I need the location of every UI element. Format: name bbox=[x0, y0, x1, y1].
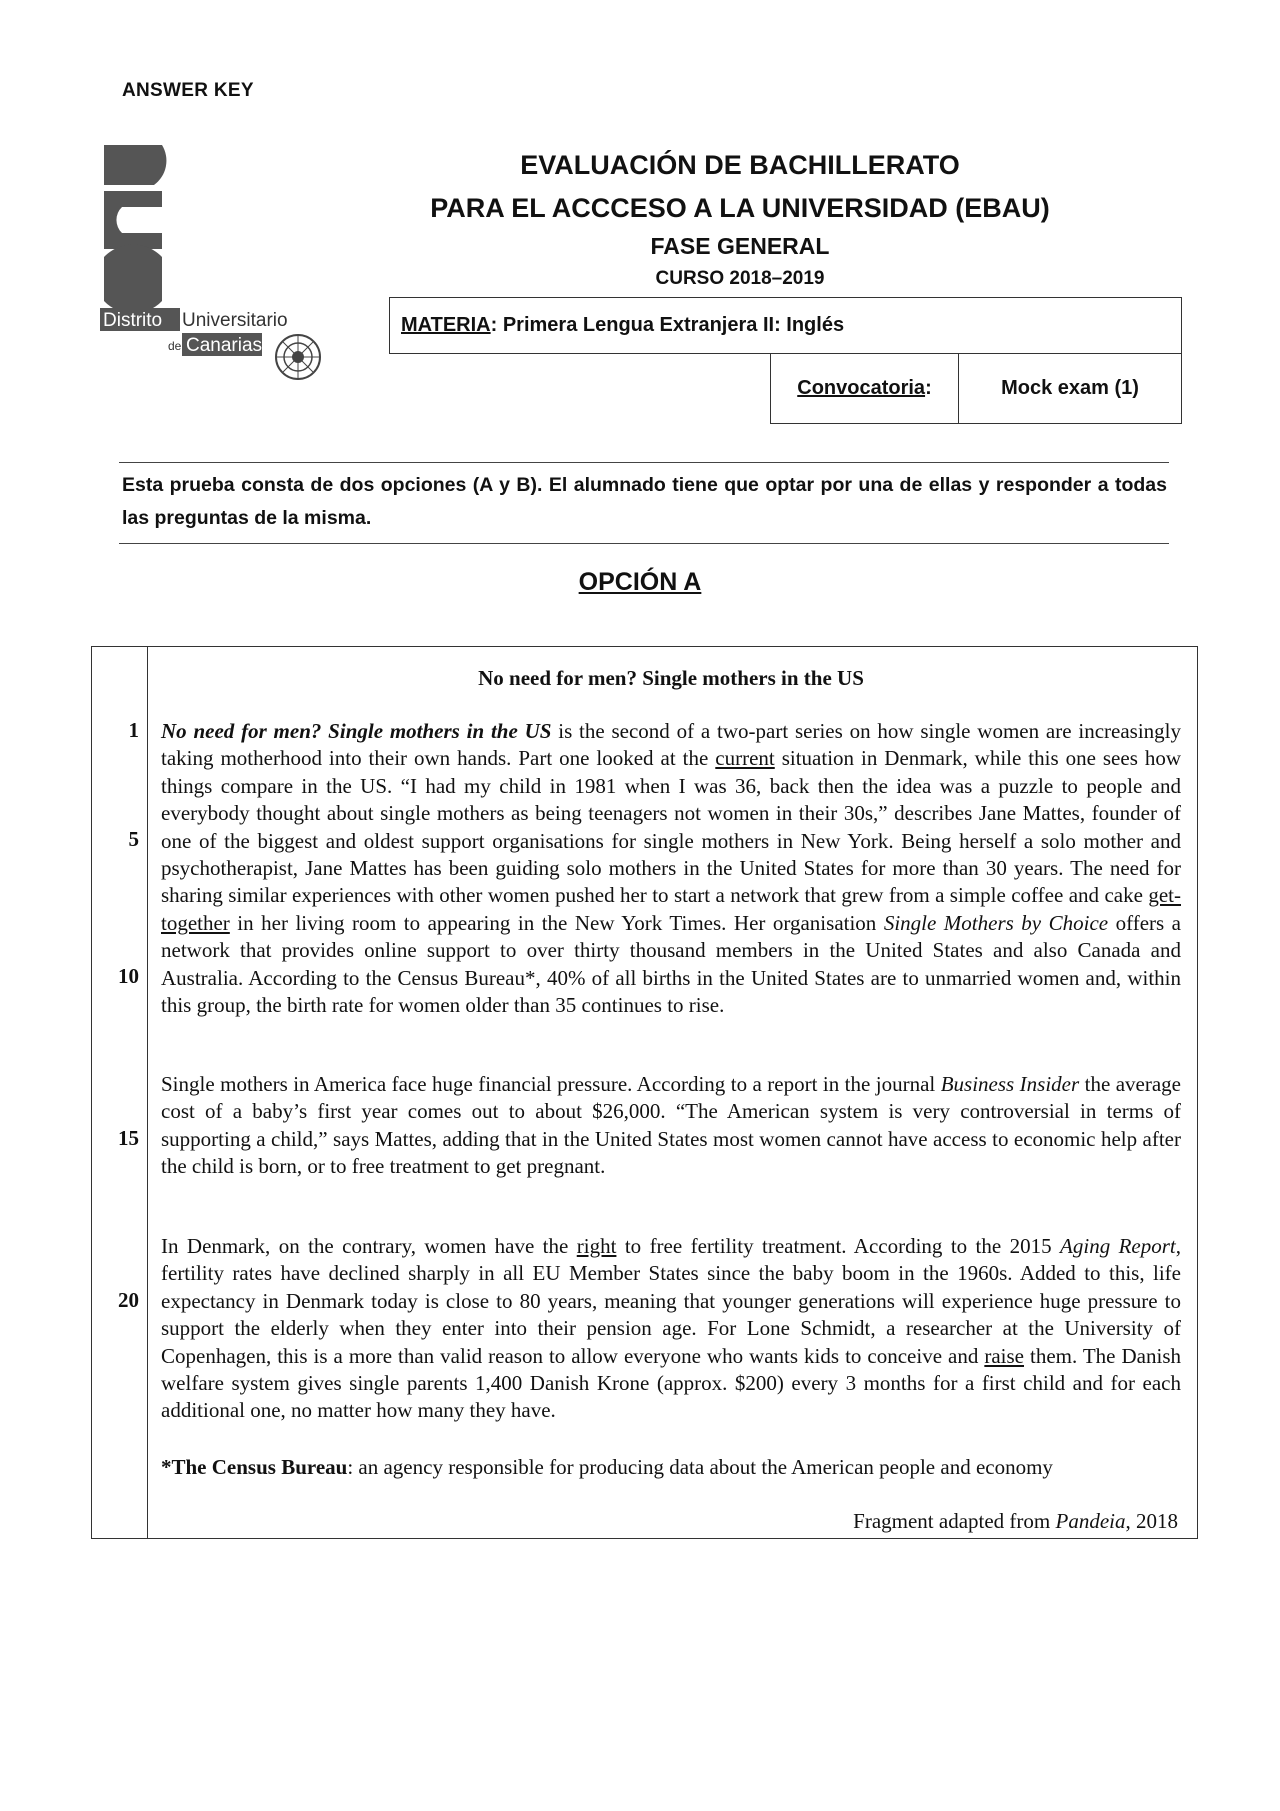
line-number-column bbox=[92, 647, 148, 1538]
logo-word-de: de bbox=[168, 339, 182, 353]
paragraph-3 bbox=[161, 1233, 1181, 1425]
text-run: in her living room to appearing in the New York Times. Her organisation bbox=[229, 910, 884, 935]
title-reference: No need for men? Single mothers in the US bbox=[161, 719, 552, 743]
option-title: OPCIÓN A bbox=[578, 568, 702, 596]
text-run: offers a network that provides online support to over thirty thousand members in the United States and also Canada and Australia. According to the Census Bureau*, 40% of all births in the United States are to unmarried women and, within this group, the birth rate for women older than 35 continues to rise. bbox=[161, 910, 1181, 1018]
convocatoria-label-cell bbox=[771, 353, 959, 423]
line-number: 15 bbox=[118, 1126, 139, 1150]
paragraph-1 bbox=[161, 718, 1181, 1019]
logo-word-canarias: Canarias bbox=[186, 335, 263, 356]
article-title: No need for men? Single mothers in the US bbox=[478, 666, 864, 690]
vocab-current: current bbox=[715, 746, 775, 771]
paragraph-2 bbox=[161, 1071, 1181, 1181]
instructions: Esta prueba consta de dos opciones (A y B). El alumnado tiene que optar por una de ellas y responder a todas las preguntas de la misma. bbox=[119, 462, 1169, 544]
footnote bbox=[161, 1455, 1053, 1480]
footnote-definition: : an agency responsible for producing data about the American people and economy bbox=[347, 1455, 1053, 1479]
source-prefix: Fragment adapted from bbox=[853, 1509, 1056, 1533]
duc-logo bbox=[100, 145, 330, 385]
logo-word-universitario: Universitario bbox=[182, 310, 288, 331]
vocab-get-together: get-together bbox=[161, 883, 1181, 935]
line-number: 1 bbox=[128, 718, 139, 742]
source-suffix: , 2018 bbox=[1125, 1509, 1178, 1533]
text-run: to free fertility treatment. According to the 2015 bbox=[616, 1234, 1061, 1258]
vocab-right: right bbox=[576, 1234, 617, 1258]
materia-label: MATERIA bbox=[401, 314, 491, 336]
convocatoria-value: Mock exam (1) bbox=[1001, 376, 1139, 399]
organisation-name: Single Mothers by Choice bbox=[883, 910, 1109, 935]
header-line-3: FASE GENERAL bbox=[650, 233, 830, 259]
line-number: 10 bbox=[118, 964, 139, 988]
source-citation bbox=[853, 1509, 1178, 1534]
vocab-raise: raise bbox=[984, 1343, 1024, 1368]
reading-text-table bbox=[91, 646, 1198, 1539]
materia-value: : Primera Lengua Extranjera II: Inglés bbox=[490, 314, 845, 336]
materia-text bbox=[401, 314, 844, 337]
text-run: the average cost of a baby’s first year comes out to about $26,000. “The American system is very controversial in terms of supporting a child,” says Mattes, adding that in the United States most women cannot have access to economic help after the child is born, or to free treatment to get pregnant. bbox=[161, 1072, 1181, 1179]
text-run: Single mothers in America face huge financial pressure. According to a report in the journal bbox=[161, 1072, 941, 1096]
source-name: Pandeia bbox=[1055, 1509, 1126, 1533]
header-line-4: CURSO 2018–2019 bbox=[655, 268, 825, 289]
report-name: Aging Report bbox=[1060, 1234, 1176, 1258]
line-number: 20 bbox=[118, 1288, 139, 1312]
answer-key-label: ANSWER KEY bbox=[122, 80, 254, 101]
logo-word-distrito: Distrito bbox=[103, 310, 163, 331]
materia-box bbox=[389, 297, 1182, 354]
header-line-1: EVALUACIÓN DE BACHILLERATO bbox=[520, 150, 960, 180]
text-run: them. The Danish welfare system gives single parents 1,400 Danish Krone (approx. $200) every 3 months for a first child and for each additional one, no matter how many they have. bbox=[161, 1343, 1181, 1423]
text-run: is the second of a two-part series on how single women are increasingly taking motherhood into their own hands. Part one looked at the bbox=[161, 719, 1181, 771]
line-number: 5 bbox=[128, 827, 139, 851]
text-run: In Denmark, on the contrary, women have the bbox=[161, 1234, 577, 1258]
convocatoria-label: Convocatoria bbox=[797, 376, 926, 399]
convocatoria-colon: : bbox=[925, 376, 932, 399]
footnote-term: *The Census Bureau bbox=[161, 1455, 348, 1479]
journal-name: Business Insider bbox=[940, 1072, 1080, 1096]
text-run: situation in Denmark, while this one sees how things compare in the US. “I had my child in 1981 when I was 36, back then the idea was a puzzle to people and everybody thought about single mothers as being teenagers not women in their 30s,” describes Jane Mattes, founder of one of the biggest and oldest support organisations for single mothers in New York. Being herself a solo mother and psychotherapist, Jane Mattes has been guiding solo mothers in the United States for more than 30 years. The need for sharing similar experiences with other women pushed her to start a network that grew from a simple coffee and cake bbox=[161, 746, 1181, 908]
header-line-2: PARA EL ACCCESO A LA UNIVERSIDAD (EBAU) bbox=[430, 193, 1050, 223]
convocatoria-box bbox=[770, 353, 1182, 424]
text-run: , fertility rates have declined sharply in all EU Member States since the baby boom in the 1960s. Added to this, life expectancy in Denmark today is close to 80 years, meaning that younger generations will experience huge pressure to support the elderly when they enter into their pension age. For Lone Schmidt, a researcher at the University of Copenhagen, this is a more than valid reason to allow everyone who wants kids to conceive and bbox=[161, 1234, 1182, 1368]
